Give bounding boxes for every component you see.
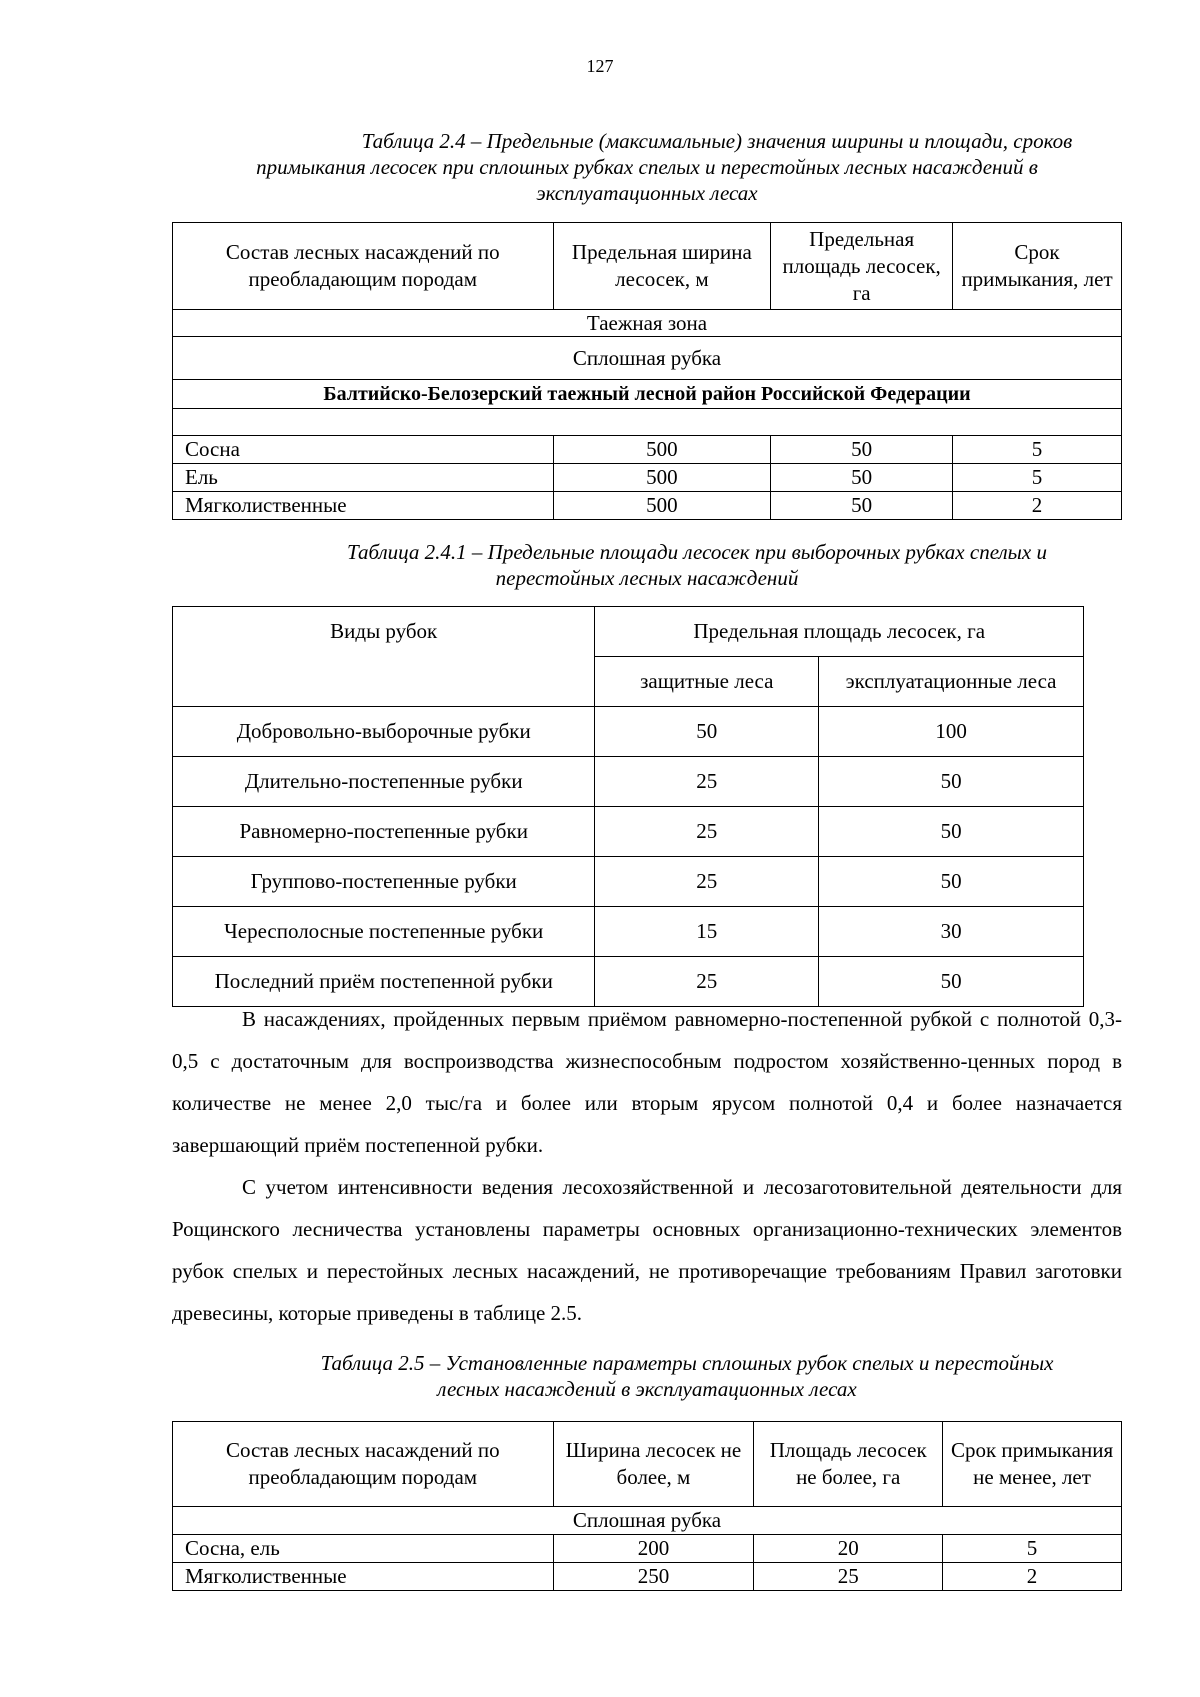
table-2-5 xyxy=(172,1421,1122,1591)
header-cell: Предельная площадь лесосек, га xyxy=(771,223,953,310)
value-cell: 2 xyxy=(953,492,1122,520)
value-cell: 500 xyxy=(553,436,771,464)
caption-line: Таблица 2.4 – Предельные (максимальные) значения ширины и площади, сроков xyxy=(361,129,1073,153)
table-row xyxy=(173,1535,1122,1563)
table-2-4 xyxy=(172,222,1122,520)
value-cell: 5 xyxy=(953,436,1122,464)
table-row xyxy=(173,907,1084,957)
paragraph: В насаждениях, пройденных первым приёмом равномерно-постепенной рубкой с полнотой 0,3-0,5 с достаточным для воспроизводства жизнеспособным подростом хозяйственно-ценных пород в количестве не менее 2,0 тыс/га и более или вторым ярусом полнотой 0,4 и более назначается завершающий приём постепенной рубки. xyxy=(172,1007,1122,1157)
species-cell: Сосна xyxy=(173,436,554,464)
table-2-4-1 xyxy=(172,606,1084,1007)
value-cell: 50 xyxy=(771,492,953,520)
caption-line: Таблица 2.4.1 – Предельные площади лесосек при выборочных рубках спелых и xyxy=(347,540,1047,564)
value-cell: 20 xyxy=(754,1535,943,1563)
value-cell: 30 xyxy=(819,907,1084,957)
species-cell: Мягколиственные xyxy=(173,492,554,520)
cutting-row xyxy=(173,1507,1122,1535)
page-number: 127 xyxy=(586,56,614,76)
header-cell: Виды рубок xyxy=(173,607,595,707)
value-cell: 50 xyxy=(771,464,953,492)
zone-row xyxy=(173,310,1122,337)
value-cell: 25 xyxy=(595,807,819,857)
value-cell: 15 xyxy=(595,907,819,957)
caption-line: Таблица 2.5 – Установленные параметры сплошных рубок спелых и перестойных xyxy=(320,1351,1054,1375)
value-cell: 5 xyxy=(953,464,1122,492)
region-row xyxy=(173,380,1122,409)
caption-line: лесных насаждений в эксплуатационных лесах xyxy=(437,1377,857,1401)
header-cell: Срок примыкания, лет xyxy=(953,223,1122,310)
empty-cell xyxy=(173,409,1122,436)
cutting-type-cell: Добровольно-выборочные рубки xyxy=(173,707,595,757)
value-cell: 25 xyxy=(754,1563,943,1591)
table-row xyxy=(173,857,1084,907)
value-cell: 250 xyxy=(553,1563,754,1591)
caption-line: перестойных лесных насаждений xyxy=(495,566,799,590)
table-header-row xyxy=(173,1422,1122,1507)
table-row xyxy=(173,807,1084,857)
value-cell: 5 xyxy=(943,1535,1122,1563)
value-cell: 50 xyxy=(819,957,1084,1007)
zone-cell: Таежная зона xyxy=(173,310,1122,337)
table-header-row xyxy=(173,607,1084,657)
cutting-type-cell: Группово-постепенные рубки xyxy=(173,857,595,907)
value-cell: 25 xyxy=(595,957,819,1007)
caption-line: эксплуатационных лесах xyxy=(536,181,758,205)
header-cell: Предельная площадь лесосек, га xyxy=(595,607,1084,657)
header-cell: Предельная ширина лесосек, м xyxy=(553,223,771,310)
table-header-row xyxy=(173,223,1122,310)
cutting-type-cell: Чересполосные постепенные рубки xyxy=(173,907,595,957)
header-cell: Ширина лесосек не более, м xyxy=(553,1422,754,1507)
paragraph: С учетом интенсивности ведения лесохозяйственной и лесозаготовительной деятельности для Рощинского лесничества установлены параметры основных организационно-технических элементов рубок спелых и перестойных лесных насаждений, не противоречащие требованиям Правил заготовки древесины, которые приведены в таблице 2.5. xyxy=(172,1175,1122,1325)
table-row xyxy=(173,436,1122,464)
table-2-4-caption xyxy=(172,128,1122,206)
value-cell: 50 xyxy=(819,807,1084,857)
table-row xyxy=(173,707,1084,757)
header-cell: защитные леса xyxy=(595,657,819,707)
cutting-row xyxy=(173,337,1122,380)
cutting-type-cell: Равномерно-постепенные рубки xyxy=(173,807,595,857)
value-cell: 500 xyxy=(553,492,771,520)
caption-line: примыкания лесосек при сплошных рубках спелых и перестойных лесных насаждений в xyxy=(256,155,1038,179)
species-cell: Мягколиственные xyxy=(173,1563,554,1591)
cutting-cell: Сплошная рубка xyxy=(173,1507,1122,1535)
table-row xyxy=(173,464,1122,492)
header-cell: Срок примыкания не менее, лет xyxy=(943,1422,1122,1507)
header-cell: Состав лесных насаждений по преобладающим породам xyxy=(173,223,554,310)
header-cell: эксплуатационные леса xyxy=(819,657,1084,707)
value-cell: 25 xyxy=(595,857,819,907)
cutting-type-cell: Последний приём постепенной рубки xyxy=(173,957,595,1007)
value-cell: 2 xyxy=(943,1563,1122,1591)
table-row xyxy=(173,757,1084,807)
species-cell: Ель xyxy=(173,464,554,492)
table-row xyxy=(173,492,1122,520)
header-cell: Состав лесных насаждений по преобладающим породам xyxy=(173,1422,554,1507)
table-2-5-caption xyxy=(172,1350,1122,1402)
value-cell: 500 xyxy=(553,464,771,492)
cutting-cell: Сплошная рубка xyxy=(173,337,1122,380)
table-2-4-1-caption xyxy=(172,539,1122,591)
region-cell: Балтийско-Белозерский таежный лесной район Российской Федерации xyxy=(173,380,1122,409)
table-row xyxy=(173,1563,1122,1591)
header-cell: Площадь лесосек не более, га xyxy=(754,1422,943,1507)
value-cell: 50 xyxy=(595,707,819,757)
value-cell: 50 xyxy=(771,436,953,464)
empty-row xyxy=(173,409,1122,436)
value-cell: 25 xyxy=(595,757,819,807)
cutting-type-cell: Длительно-постепенные рубки xyxy=(173,757,595,807)
value-cell: 50 xyxy=(819,857,1084,907)
value-cell: 50 xyxy=(819,757,1084,807)
species-cell: Сосна, ель xyxy=(173,1535,554,1563)
value-cell: 200 xyxy=(553,1535,754,1563)
value-cell: 100 xyxy=(819,707,1084,757)
